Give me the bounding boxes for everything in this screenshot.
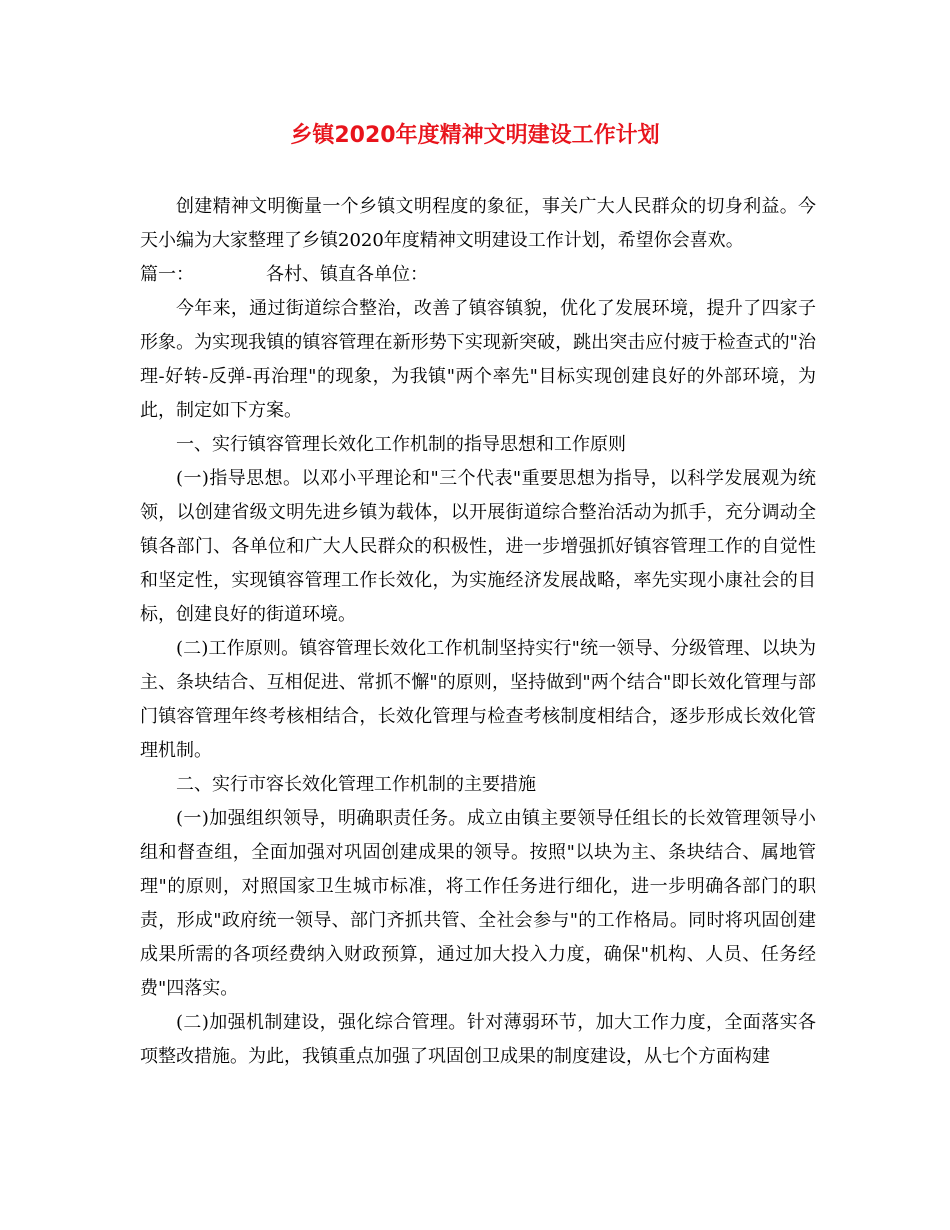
section-heading: 一、实行镇容管理长效化工作机制的指导思想和工作原则 [176,434,626,455]
body-paragraph: (二)加强机制建设，强化综合管理。针对薄弱环节，加大工作力度，全面落实各项整改措施。为此，我镇重点加强了巩固创卫成果的制度建设，从七个方面构建 [140,1012,816,1067]
document-title: 乡镇2020年度精神文明建设工作计划 [290,123,660,148]
intro-paragraph: 创建精神文明衡量一个乡镇文明程度的象征，事关广大人民群众的切身利益。今天小编为大家整理了乡镇2020年度精神文明建设工作计划，希望你会喜欢。 [140,196,816,251]
section-label: 篇一： [140,264,194,285]
body-paragraph: (二)工作原则。镇容管理长效化工作机制坚持实行"统一领导、分级管理、以块为主、条块结合、互相促进、常抓不懈"的原则，坚持做到"两个结合"即长效化管理与部门镇容管理年终考核相结合，长效化管理与检查考核制度相结合，逐步形成长效化管理机制。 [140,638,816,761]
section-heading: 二、实行市容长效化管理工作机制的主要措施 [176,774,536,795]
body-paragraph: (一)加强组织领导，明确职责任务。成立由镇主要领导任组长的长效管理领导小组和督查组，全面加强对巩固创建成果的领导。按照"以块为主、条块结合、属地管理"的原则，对照国家卫生城市标准，将工作任务进行细化，进一步明确各部门的职责，形成"政府统一领导、部门齐抓共管、全社会参与"的工作格局。同时将巩固创建成果所需的各项经费纳入财政预算，通过加大投入力度，确保"机构、人员、任务经费"四落实。 [140,808,816,999]
body-paragraph: (一)指导思想。以邓小平理论和"三个代表"重要思想为指导，以科学发展观为统领，以创建省级文明先进乡镇为载体，以开展街道综合整治活动为抓手，充分调动全镇各部门、各单位和广大人民群众的积极性，进一步增强抓好镇容管理工作的自觉性和坚定性，实现镇容管理工作长效化，为实施经济发展战略，率先实现小康社会的目标，创建良好的街道环境。 [140,468,816,625]
document-body [140,190,816,1074]
section-line [140,258,816,292]
body-paragraph: 今年来，通过街道综合整治，改善了镇容镇貌，优化了发展环境，提升了四家子形象。为实现我镇的镇容管理在新形势下实现新突破，跳出突击应付疲于检查式的"治理-好转-反弹-再治理"的现象，为我镇"两个率先"目标实现创建良好的外部环境，为此，制定如下方案。 [140,298,816,421]
addressee: 各村、镇直各单位： [266,264,428,285]
